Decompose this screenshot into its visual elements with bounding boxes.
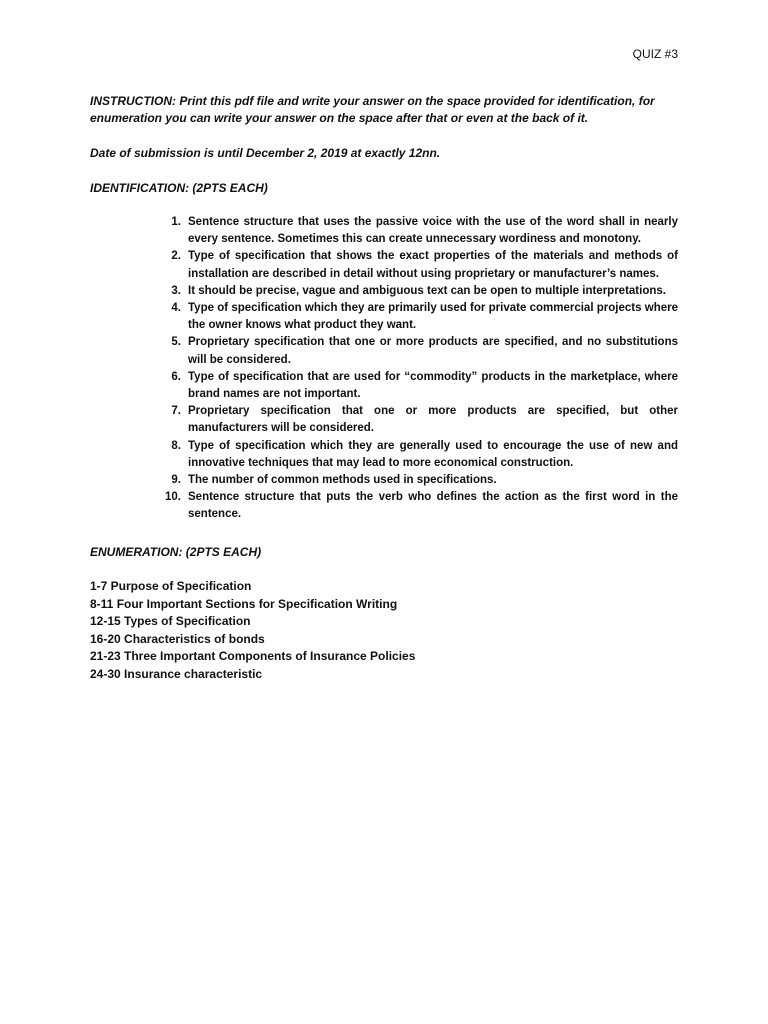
list-item — [150, 403, 678, 437]
item-text: The number of common methods used in specifications. — [188, 474, 497, 487]
quiz-label: QUIZ #3 — [632, 47, 678, 61]
instruction-text: INSTRUCTION: Print this pdf file and write your answer on the space provided for identification, for enumeration you can write your answer on the space after that or even at the back of it. — [90, 94, 655, 125]
item-text: Type of specification that are used for “commodity” products in the marketplace, where brand names are not important. — [188, 370, 678, 401]
enumeration-heading: ENUMERATION: (2PTS EACH) — [90, 545, 262, 559]
submission-date-text: Date of submission is until December 2, 2019 at exactly 12nn. — [90, 146, 441, 160]
item-text: Sentence structure that puts the verb who defines the action as the first word in the sentence. — [188, 491, 678, 521]
item-number: 9. — [171, 474, 181, 487]
list-item: 8-11 Four Important Sections for Specification Writing — [90, 596, 398, 611]
item-text: Proprietary specification that one or more products are specified, but other manufacturers will be considered. — [188, 405, 678, 435]
item-text: Type of specification that shows the exact properties of the materials and methods of installation are described in detail without using proprietary or manufacturer’s names. — [188, 250, 678, 280]
list-item: 12-15 Types of Specification — [90, 614, 251, 628]
list-item — [150, 369, 678, 403]
item-number: 8. — [171, 439, 181, 452]
list-item: 21-23 Three Important Components of Insurance Policies — [90, 649, 416, 663]
list-item: 1-7 Purpose of Specification — [90, 579, 252, 593]
item-number: 6. — [171, 370, 181, 383]
list-item — [150, 300, 678, 334]
item-number: 1. — [171, 216, 181, 228]
item-number: 4. — [171, 302, 181, 315]
item-number: 5. — [171, 336, 181, 349]
item-number: 7. — [171, 405, 181, 418]
list-item — [150, 472, 678, 489]
item-text: Type of specification which they are generally used to encourage the use of new and innovative techniques that may lead to more economical construction. — [188, 439, 678, 469]
list-item — [150, 438, 678, 472]
item-text: Proprietary specification that one or more products are specified, and no substitutions will be considered. — [188, 336, 678, 366]
item-text: Type of specification which they are primarily used for private commercial projects where the owner knows what product they want. — [188, 302, 678, 332]
item-text: Sentence structure that uses the passive voice with the use of the word shall in nearly every sentence. Sometimes this can create unnecessary wordiness and monotony. — [188, 216, 678, 246]
list-item — [150, 214, 678, 248]
item-number: 10. — [165, 491, 181, 504]
identification-list — [150, 214, 678, 524]
list-item — [150, 334, 678, 368]
list-item: 24-30 Insurance characteristic — [90, 666, 263, 681]
list-item — [150, 283, 678, 300]
item-number: 2. — [171, 250, 181, 263]
enumeration-list — [90, 578, 415, 683]
item-number: 3. — [171, 284, 181, 297]
list-item — [150, 489, 678, 523]
list-item: 16-20 Characteristics of bonds — [90, 631, 265, 646]
identification-heading: IDENTIFICATION: (2PTS EACH) — [90, 181, 268, 195]
list-item — [150, 248, 678, 282]
item-text: It should be precise, vague and ambiguous text can be open to multiple interpretations. — [188, 284, 666, 297]
